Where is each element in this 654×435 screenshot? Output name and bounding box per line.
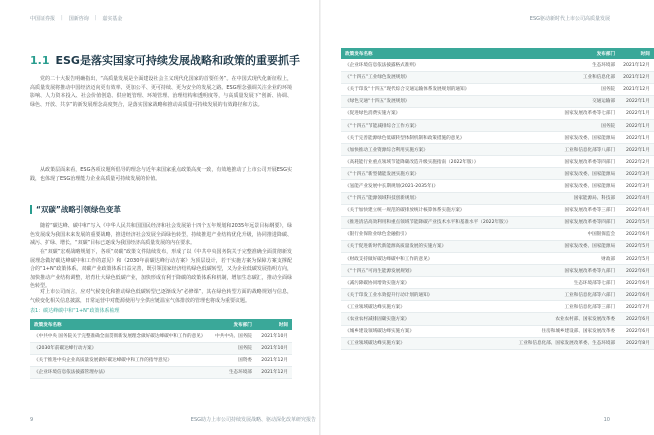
table-row — [341, 119, 654, 131]
table-row — [341, 168, 654, 180]
cell-policy-name: 《减污降碳协同增效实施方案》 — [341, 277, 515, 289]
paragraph: 从政策层面来看，ESG各项议题所倡导的理念与近年来国家重点政策高度一致，有效地推动了上市公司开展ESG实践，也体现了ESG治理能力企业高质量可持续发展的价值。 — [30, 167, 292, 182]
cell-department: 住房和城乡建设部、国家发展改革委 — [515, 325, 619, 337]
header-item: 中国证券报 — [30, 16, 56, 22]
cell-policy-name: 《加快推动工业资源综合利用实施方案》 — [341, 144, 515, 156]
cell-policy-name: 《关于促进新时代新能源高质量发展的实施方案》 — [341, 240, 515, 252]
section-heading — [30, 52, 300, 68]
cell-policy-name: 《工业领域碳达峰实施方案》 — [341, 301, 515, 313]
table-row — [341, 180, 654, 192]
left-header — [30, 15, 122, 22]
cell-department: 中国银保监会 — [515, 228, 619, 240]
cell-date: 2022年6月 — [619, 325, 654, 337]
paragraph: 随着“碳达峰、碳中和”写入《中华人民共和国国民经济和社会发展第十四个五年规划和2035年远景目标纲要》，绿色发展成为我国未来发展的重要战略，推进经济社会发展全面绿色转型，持续推进产业结构优化升级，协同推进降碳、减污、扩绿、增长，“双碳”目标已逐成为我国经济高质量发展的内在要求。 — [30, 223, 292, 247]
subsection-heading — [30, 204, 121, 215]
table-row — [341, 95, 654, 107]
cell-department: 工业和信息化部等六部门 — [515, 289, 619, 301]
cell-department: 农业农村部、国家发展改革委 — [515, 313, 619, 325]
section-title: ESG是落实国家可持续发展战略和政策的重要抓手 — [55, 54, 300, 67]
cell-department: 国家发改委、国家能源局 — [515, 132, 619, 144]
cell-department: 国务院 — [209, 342, 255, 354]
table-row — [341, 301, 654, 313]
cell-date: 2022年1月 — [619, 107, 654, 119]
cell-department: 生态环境部 — [515, 59, 619, 71]
table-caption: 表1：碳达峰碳中和“1+N”政策体系梳理 — [30, 308, 120, 314]
cell-department: 国务院 — [515, 119, 619, 131]
cell-department: 国家发改委、国家能源局 — [515, 180, 619, 192]
table-row — [341, 204, 654, 216]
cell-date: 2022年5月 — [619, 253, 654, 265]
cell-department: 交通运输部 — [515, 95, 619, 107]
cell-policy-name: 《“十四五”工业绿色发展规划》 — [341, 71, 515, 83]
cell-date: 2021年12月 — [256, 354, 292, 366]
cell-department: 国家发展改革委等九部门 — [515, 265, 619, 277]
cell-policy-name: 《财政支持做好碳达峰碳中和工作的意见》 — [341, 253, 515, 265]
cell-policy-name: 《“十四五”新型储能发展实施方案》 — [341, 168, 515, 180]
cell-policy-name: 《关于加快建立统一规范的碳排放统计核算体系实施方案》 — [341, 204, 515, 216]
cell-date: 2021年10月 — [256, 342, 292, 354]
cell-policy-name: 《关于推进中央企业高质量发展做好碳达峰碳中和工作的指导意见》 — [30, 354, 209, 366]
policy-table-continued — [341, 48, 654, 350]
page-number: 9 — [30, 417, 34, 423]
table-row — [341, 144, 654, 156]
cell-date: 2022年1月 — [619, 132, 654, 144]
cell-date: 2021年12月 — [619, 71, 654, 83]
cell-department: 国家能源局、科技部 — [515, 192, 619, 204]
table-row — [341, 156, 654, 168]
heading-accent-bar — [30, 205, 32, 214]
cell-date: 2022年1月 — [619, 95, 654, 107]
cell-date: 2022年1月 — [619, 144, 654, 156]
header-item: 国新咨询 — [68, 16, 89, 22]
table-row — [30, 342, 292, 354]
table-row — [30, 366, 292, 378]
table-header-row — [341, 48, 654, 59]
cell-policy-name: 《银行业保险业绿色金融指引》 — [341, 228, 515, 240]
table-row — [341, 83, 654, 95]
cell-policy-name: 《“十四五”能源领域科技创新规划》 — [341, 192, 515, 204]
cell-date: 2022年2月 — [619, 156, 654, 168]
cell-department: 国资委 — [209, 354, 255, 366]
table-header-row — [30, 319, 292, 330]
cell-date: 2022年6月 — [619, 228, 654, 240]
policy-table — [30, 319, 292, 379]
cell-department: 工业和信息化部、国家发展改革委、生态环境部 — [515, 337, 619, 349]
cell-date: 2022年4月 — [619, 204, 654, 216]
cell-date: 2022年3月 — [619, 180, 654, 192]
left-page — [0, 0, 320, 435]
cell-department: 生态环境部 — [209, 366, 255, 378]
paragraph: 在“双碳”宏观战略规划下，各项“双碳”政策文件陆续发布，形成了以《中共中央国务院关于完整准确全面贯彻新发展理念做好碳达峰碳中和工作的意见》和《2030年前碳达峰行动方案》为顶层设计，若干实施方案为保障方案支撑配合的“1+N”政策体系。双碳产业政策体系日益完善，既引领国家经济结构绿色低碳转型，又为企业低碳发展指明方向，加快推动产业结构调整，培育壮大绿色低碳产业，加快形成有利于降碳的政策体系和机制，增加生态碳汇，推动全面绿色转型。 — [30, 249, 292, 290]
footer-title: ESG助力上市公司持续发展战略、驱动深化改革研究报告 — [190, 417, 316, 423]
table-row — [341, 240, 654, 252]
col-header-date: 时间 — [256, 319, 292, 330]
cell-department: 财政部 — [515, 253, 619, 265]
cell-department: 国家发展改革委等四部门 — [515, 216, 619, 228]
table-row — [341, 265, 654, 277]
table-row — [341, 216, 654, 228]
cell-department: 生态环境部等七部门 — [515, 277, 619, 289]
cell-date: 2021年12月 — [619, 83, 654, 95]
cell-date: 2022年6月 — [619, 265, 654, 277]
col-header-date: 时间 — [619, 48, 654, 59]
cell-policy-name: 《绿色交通“十四五”发展规划》 — [341, 95, 515, 107]
cell-policy-name: 《中共中央 国务院关于完整准确全面贯彻新发展理念做好碳达峰碳中和工作的意见》 — [30, 330, 209, 342]
cell-department: 国家发展改革委等七部门 — [515, 107, 619, 119]
table-row — [341, 325, 654, 337]
table-row — [341, 253, 654, 265]
cell-policy-name: 《关于印发“十四五”现代综合交通运输体系发展规划的通知》 — [341, 83, 515, 95]
table-row — [341, 313, 654, 325]
paragraph: 对上市公司而言，应对气候变化和推动绿色低碳转型已逐渐成为“必修课”，其在绿色转型方面的战略规划与信息，气候变化相关信息披露，日常运营中对能源使用与全供应链温室气体排放的管理也将成为重要议题。 — [30, 289, 292, 304]
table-row — [341, 107, 654, 119]
cell-policy-name: 《促进绿色消费实施方案》 — [341, 107, 515, 119]
right-page — [320, 0, 650, 435]
cell-department: 国务院 — [515, 83, 619, 95]
cell-department: 国家发展改革委等三部门 — [515, 204, 619, 216]
table-row — [30, 354, 292, 366]
col-header-name: 政策发布名称 — [341, 48, 515, 59]
table-row — [341, 289, 654, 301]
cell-date: 2022年8月 — [619, 337, 654, 349]
cell-policy-name: 《“十四五”可再生能源发展规划》 — [341, 265, 515, 277]
cell-date: 2022年5月 — [619, 240, 654, 252]
table-row — [341, 71, 654, 83]
col-header-dept: 发布部门 — [209, 319, 255, 330]
header-separator: | — [61, 15, 63, 21]
cell-date: 2022年1月 — [619, 119, 654, 131]
right-header: ESG驱动新时代上市公司高质量发展 — [529, 16, 610, 22]
cell-policy-name: 《工业领域碳达峰实施方案》 — [341, 337, 515, 349]
cell-department: 国家发改委、国家能源局 — [515, 168, 619, 180]
cell-date: 2021年10月 — [256, 330, 292, 342]
subsection-title: “双碳”战略引领绿色变革 — [36, 205, 121, 214]
cell-date: 2022年5月 — [619, 216, 654, 228]
table-row — [341, 228, 654, 240]
col-header-name: 政策发布名称 — [30, 319, 209, 330]
cell-date: 2021年12月 — [256, 366, 292, 378]
table-row — [30, 330, 292, 342]
cell-policy-name: 《推进清洁高效利用和重点领域节能降碳产业技术水平和基准水平（2022年版）》 — [341, 216, 515, 228]
cell-policy-name: 《关于印发工业水效提升行动计划的通知》 — [341, 289, 515, 301]
cell-policy-name: 《“十四五”节能减排综合工作方案》 — [341, 119, 515, 131]
cell-date: 2022年7月 — [619, 301, 654, 313]
cell-date: 2022年6月 — [619, 289, 654, 301]
cell-policy-name: 《关于完善能源绿色低碳转型体制机制和政策措施的意见》 — [341, 132, 515, 144]
cell-date: 2022年4月 — [619, 192, 654, 204]
section-number: 1.1 — [30, 54, 50, 67]
header-item: 嘉实基金 — [102, 16, 123, 22]
cell-department: 工业和信息化部 — [515, 71, 619, 83]
cell-date: 2022年6月 — [619, 277, 654, 289]
cell-policy-name: 《农业农村减排固碳实施方案》 — [341, 313, 515, 325]
cell-date: 2022年3月 — [619, 168, 654, 180]
cell-policy-name: 《2030年前碳达峰行动方案》 — [30, 342, 209, 354]
cell-department: 国家发改委、国家能源局 — [515, 240, 619, 252]
header-separator: | — [94, 15, 97, 21]
cell-policy-name: 《企业环境信息依法披露管理办法》 — [30, 366, 209, 378]
cell-department: 工业和信息化部等八部门 — [515, 144, 619, 156]
table-row — [341, 337, 654, 349]
table-row — [341, 59, 654, 71]
cell-policy-name: 《城乡建设领域碳达峰实施方案》 — [341, 325, 515, 337]
paragraph: 党的二十大报告明确指出，“高质量发展是全面建设社会主义现代化国家的首要任务”。在中国式现代化新征程上，高质量发展将推动中国经济迈向更有效率、更加公平、更可持续、更为安全的发展之路。ESG理念强调关注企业的环境影响、人力资本投入、社会价值创造、供应链管理、环境管理、治理结构和透明度等，与高质量发展下“创新、协调、绿色、开放、共享”的新发展理念高度契合，是落实国家战略和推动高质量可持续发展的有效路径和方法。 — [30, 76, 292, 108]
cell-date: 2021年12月 — [619, 59, 654, 71]
cell-department: 中共中央、国务院 — [209, 330, 255, 342]
table-row — [341, 192, 654, 204]
cell-date: 2022年6月 — [619, 313, 654, 325]
table-row — [341, 277, 654, 289]
col-header-dept: 发布部门 — [515, 48, 619, 59]
page-number: 10 — [603, 417, 610, 423]
cell-policy-name: 《氢能产业发展中长期规划(2021-2035年)》 — [341, 180, 515, 192]
table-row — [341, 132, 654, 144]
cell-department: 国家发展改革委等四部门 — [515, 156, 619, 168]
cell-policy-name: 《高耗能行业重点领域节能降碳改造升级实施指南（2022年版）》 — [341, 156, 515, 168]
cell-department: 工业和信息化部等三部门 — [515, 301, 619, 313]
cell-policy-name: 《企业环境信息依法披露格式准则》 — [341, 59, 515, 71]
